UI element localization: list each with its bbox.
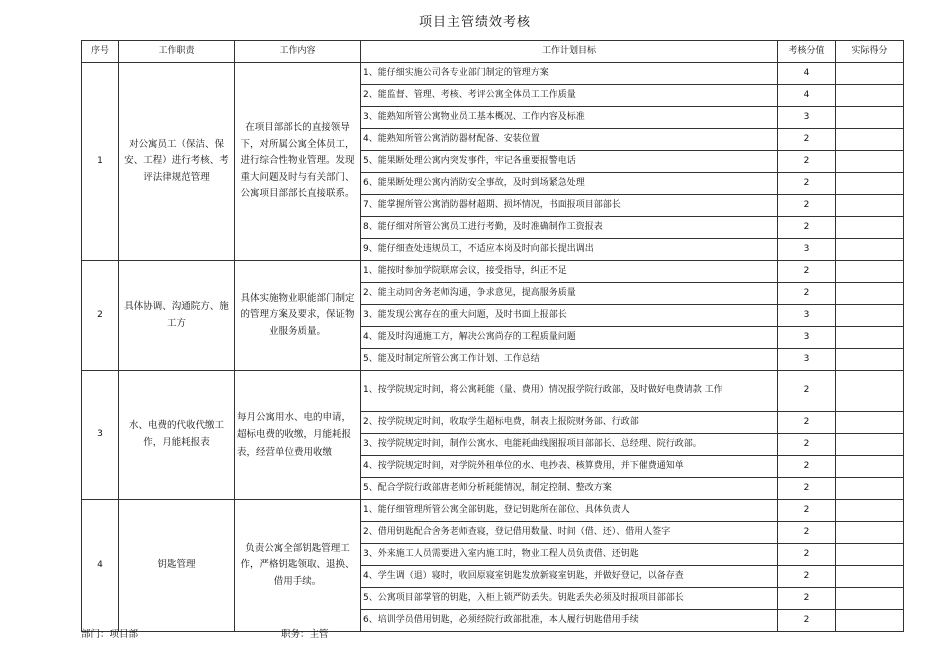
score-cell: 2 [778, 544, 836, 566]
actual-score-cell[interactable] [836, 544, 904, 566]
score-cell: 3 [778, 327, 836, 349]
score-cell: 2 [778, 610, 836, 632]
actual-score-cell[interactable] [836, 588, 904, 610]
plan-cell: 3、能发现公寓存在的重大问题，及时书面上报部长 [361, 305, 778, 327]
actual-score-cell[interactable] [836, 261, 904, 283]
actual-score-cell[interactable] [836, 283, 904, 305]
plan-cell: 1、按学院规定时间，将公寓耗能（量、费用）情况报学院行政部，及时做好电费请款 工作 [361, 371, 778, 412]
plan-cell: 2、能主动同舍务老师沟通，争求意见，提高服务质量 [361, 283, 778, 305]
actual-score-cell[interactable] [836, 412, 904, 434]
score-cell: 2 [778, 283, 836, 305]
actual-score-cell[interactable] [836, 85, 904, 107]
plan-cell: 6、能果断处理公寓内消防安全事故，及时到场紧急处理 [361, 173, 778, 195]
actual-score-cell[interactable] [836, 456, 904, 478]
footer-dept: 部门：项目部 [81, 629, 139, 640]
plan-cell: 8、能仔细对所管公寓员工进行考勤，及时准确制作工资报表 [361, 217, 778, 239]
content-cell: 每月公寓用水、电的申请，超标电费的收缴，月能耗报表，经营单位费用收缴 [235, 371, 361, 500]
plan-cell: 2、借用钥匙配合舍务老师查寝，登记借用数量、时间（借、还）、借用人签字 [361, 522, 778, 544]
plan-cell: 2、按学院规定时间，收取学生超标电费，制表上报院财务部、行政部 [361, 412, 778, 434]
score-cell: 2 [778, 217, 836, 239]
content-cell: 在项目部部长的直接领导下，对所属公寓全体员工，进行综合性物业管理。发现重大问题及时与有关部门、公寓项目部部长直接联系。 [235, 63, 361, 261]
actual-score-cell[interactable] [836, 305, 904, 327]
plan-cell: 5、配合学院行政部唐老师分析耗能情况，制定控制、整改方案 [361, 478, 778, 500]
actual-score-cell[interactable] [836, 500, 904, 522]
plan-cell: 3、外来施工人员需要进入室内施工时，物业工程人员负责借、还钥匙 [361, 544, 778, 566]
score-cell: 3 [778, 305, 836, 327]
kpi-table [81, 40, 904, 632]
plan-cell: 1、能仔细实施公司各专业部门制定的管理方案 [361, 63, 778, 85]
plan-cell: 1、能仔细管理所管公寓全部钥匙，登记钥匙所在部位、具体负责人 [361, 500, 778, 522]
content-cell: 具体实施物业职能部门制定的管理方案及要求，保证物业服务质量。 [235, 261, 361, 371]
score-cell: 2 [778, 522, 836, 544]
duty-cell: 水、电费的代收代缴工作，月能耗报表 [119, 371, 235, 500]
row-number: 1 [82, 63, 119, 261]
actual-score-cell[interactable] [836, 434, 904, 456]
plan-cell: 5、能果断处理公寓内突发事件，牢记各重要报警电话 [361, 151, 778, 173]
table-row [82, 500, 904, 522]
duty-cell: 对公寓员工（保洁、保安、工程）进行考核、考评法律规范管理 [119, 63, 235, 261]
actual-score-cell[interactable] [836, 173, 904, 195]
score-cell: 2 [778, 129, 836, 151]
plan-cell: 3、按学院规定时间，制作公寓水、电能耗曲线图报项目部部长、总经理、院行政部。 [361, 434, 778, 456]
actual-score-cell[interactable] [836, 349, 904, 371]
plan-cell: 5、公寓项目部掌管的钥匙，入柜上锁严防丢失。钥匙丢失必须及时报项目部部长 [361, 588, 778, 610]
header-row [82, 41, 904, 63]
content-cell: 负责公寓全部钥匙管理工作，严格钥匙领取、退换、借用手续。 [235, 500, 361, 632]
header-no: 序号 [82, 41, 119, 63]
score-cell: 2 [778, 261, 836, 283]
actual-score-cell[interactable] [836, 371, 904, 412]
actual-score-cell[interactable] [836, 610, 904, 632]
header-actual: 实际得分 [836, 41, 904, 63]
header-content: 工作内容 [235, 41, 361, 63]
plan-cell: 3、能熟知所管公寓物业员工基本概况、工作内容及标准 [361, 107, 778, 129]
score-cell: 4 [778, 85, 836, 107]
row-number: 3 [82, 371, 119, 500]
plan-cell: 1、能按时参加学院联席会议，接受指导，纠正不足 [361, 261, 778, 283]
score-cell: 2 [778, 566, 836, 588]
score-cell: 2 [778, 456, 836, 478]
plan-cell: 7、能掌握所管公寓消防器材超期、损坏情况，书面报项目部部长 [361, 195, 778, 217]
plan-cell: 6、培训学员借用钥匙，必须经院行政部批准，本人履行钥匙借用手续 [361, 610, 778, 632]
table-row [82, 63, 904, 85]
score-cell: 2 [778, 434, 836, 456]
score-cell: 4 [778, 63, 836, 85]
score-cell: 2 [778, 195, 836, 217]
footer-post: 职务：主管 [281, 629, 329, 640]
plan-cell: 4、能及时沟通施工方，解决公寓尚存的工程质量问题 [361, 327, 778, 349]
plan-cell: 4、按学院规定时间，对学院外租单位的水、电抄表、核算费用，并下催费通知单 [361, 456, 778, 478]
score-cell: 3 [778, 107, 836, 129]
score-cell: 3 [778, 239, 836, 261]
actual-score-cell[interactable] [836, 129, 904, 151]
score-cell: 2 [778, 412, 836, 434]
page-title: 项目主管绩效考核 [418, 15, 531, 30]
actual-score-cell[interactable] [836, 195, 904, 217]
score-cell: 2 [778, 173, 836, 195]
score-cell: 2 [778, 478, 836, 500]
actual-score-cell[interactable] [836, 478, 904, 500]
duty-cell: 具体协调、沟通院方、施工方 [119, 261, 235, 371]
header-duty: 工作职责 [119, 41, 235, 63]
table-row [82, 371, 904, 412]
row-number: 4 [82, 500, 119, 632]
score-cell: 2 [778, 371, 836, 412]
score-cell: 2 [778, 151, 836, 173]
row-number: 2 [82, 261, 119, 371]
actual-score-cell[interactable] [836, 566, 904, 588]
plan-cell: 4、学生调（退）寝时，收回原寝室钥匙发放新寝室钥匙，并做好登记，以备存查 [361, 566, 778, 588]
plan-cell: 5、能及时制定所管公寓工作计划、工作总结 [361, 349, 778, 371]
score-cell: 2 [778, 500, 836, 522]
actual-score-cell[interactable] [836, 151, 904, 173]
actual-score-cell[interactable] [836, 63, 904, 85]
header-plan: 工作计划目标 [361, 41, 778, 63]
actual-score-cell[interactable] [836, 239, 904, 261]
plan-cell: 4、能熟知所管公寓消防器材配备、安装位置 [361, 129, 778, 151]
table-row [82, 261, 904, 283]
score-cell: 3 [778, 349, 836, 371]
plan-cell: 2、能监督、管理、考核、考评公寓全体员工工作质量 [361, 85, 778, 107]
score-cell: 2 [778, 588, 836, 610]
header-score: 考核分值 [778, 41, 836, 63]
actual-score-cell[interactable] [836, 107, 904, 129]
plan-cell: 9、能仔细查处违规员工，不适应本岗及时向部长提出调出 [361, 239, 778, 261]
duty-cell: 钥匙管理 [119, 500, 235, 632]
actual-score-cell[interactable] [836, 217, 904, 239]
actual-score-cell[interactable] [836, 327, 904, 349]
actual-score-cell[interactable] [836, 522, 904, 544]
